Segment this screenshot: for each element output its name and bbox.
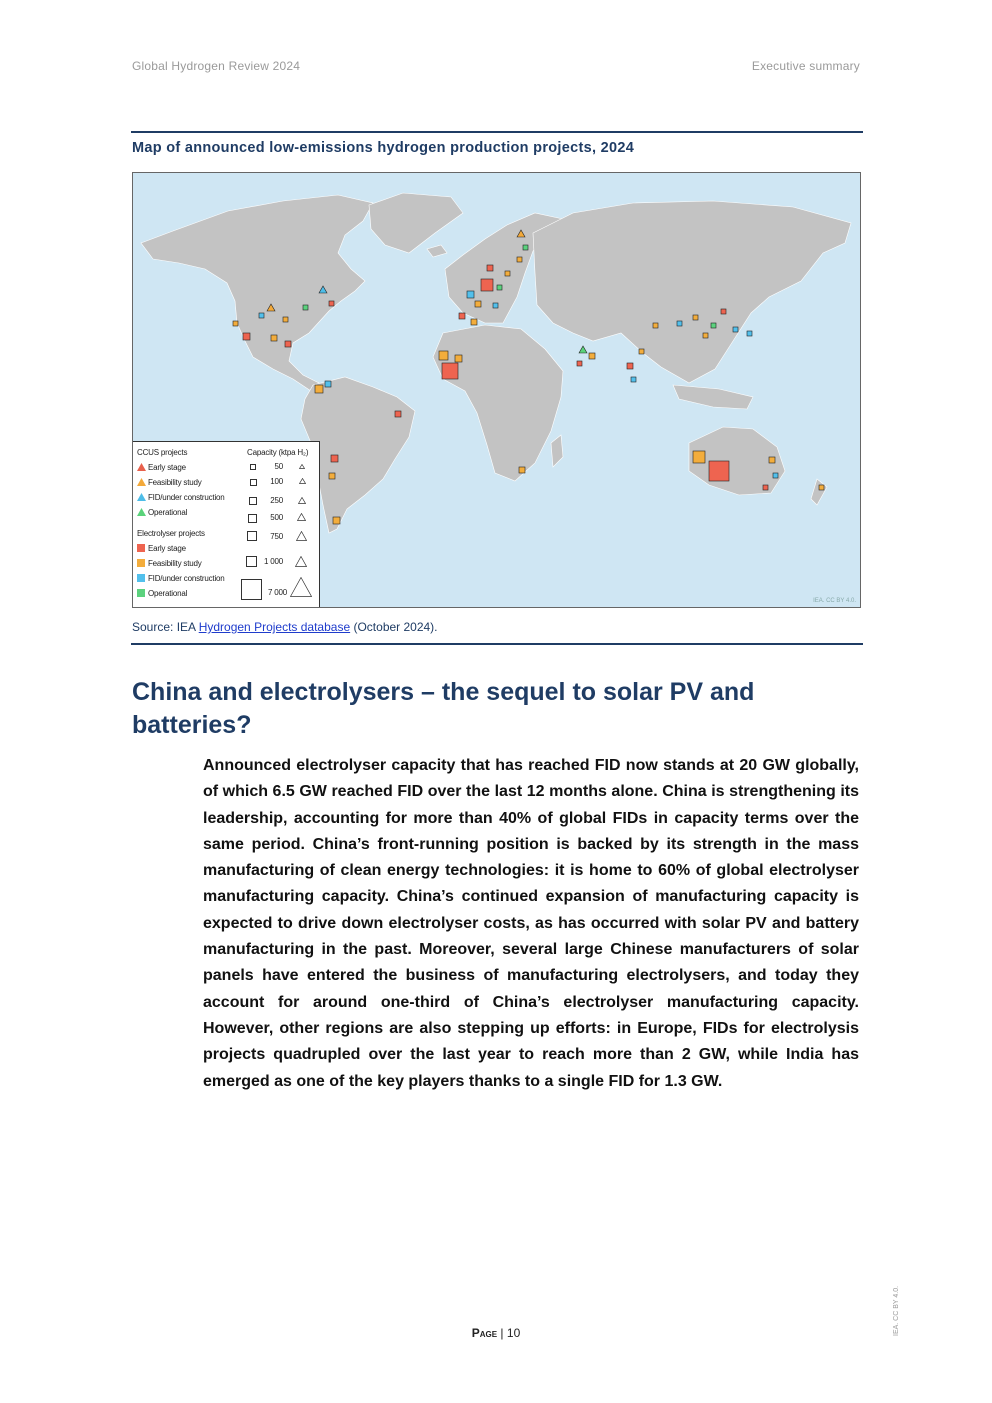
marker-europe	[517, 257, 522, 262]
legend-electrolyser-fid: FID/under construction	[148, 574, 225, 583]
legend-capacity-title: Capacity (ktpa H₂)	[247, 448, 309, 457]
marker-south-africa	[519, 467, 525, 473]
marker-usa	[303, 305, 308, 310]
marker-new-zealand	[819, 485, 824, 490]
electrolyser-early-icon	[137, 544, 145, 552]
legend-capacity-value: 500	[270, 513, 283, 522]
marker-europe	[475, 301, 481, 307]
legend-electrolyser-early: Early stage	[148, 544, 186, 553]
source-suffix: (October 2024).	[350, 620, 438, 634]
marker-china	[653, 323, 658, 328]
hydrogen-projects-database-link[interactable]: Hydrogen Projects database	[198, 620, 351, 634]
figure-title: Map of announced low-emissions hydrogen production projects, 2024	[132, 140, 635, 156]
legend-ccus-feasibility: Feasibility study	[148, 478, 202, 487]
legend-ccus-operational: Operational	[148, 508, 188, 517]
marker-australia-east	[769, 457, 775, 463]
marker-india	[627, 363, 633, 369]
marker-china	[677, 321, 682, 326]
marker-china	[703, 333, 708, 338]
marker-europe	[505, 271, 510, 276]
marker-usa	[329, 301, 334, 306]
map-credit: IEA. CC BY 4.0.	[813, 598, 856, 604]
electrolyser-feasibility-icon	[137, 559, 145, 567]
marker-china	[733, 327, 738, 332]
marker-india	[631, 377, 636, 382]
running-header-section: Executive summary	[751, 59, 860, 73]
marker-australia-east	[773, 473, 778, 478]
world-map	[132, 172, 861, 608]
marker-china	[721, 309, 726, 314]
source-prefix: Source: IEA	[132, 620, 199, 634]
marker-europe	[523, 245, 528, 250]
marker-europe	[459, 313, 465, 319]
marker-chile	[329, 473, 335, 479]
section-heading: China and electrolysers – the sequel to solar PV and batteries?	[132, 678, 755, 739]
legend-capacity-value: 750	[270, 532, 283, 541]
legend-capacity-value: 7 000	[267, 588, 287, 597]
marker-usa	[233, 321, 238, 326]
marker-australia-east	[763, 485, 768, 490]
marker-japan	[747, 331, 752, 336]
marker-europe	[497, 285, 502, 290]
legend-capacity-value: 100	[270, 477, 283, 486]
marker-australia-medium	[693, 451, 705, 463]
marker-colombia	[315, 385, 323, 393]
marker-china	[711, 323, 716, 328]
legend-ccus-early: Early stage	[148, 463, 186, 472]
marker-usa	[285, 341, 291, 347]
map-legend	[133, 441, 320, 607]
marker-patagonia	[333, 517, 340, 524]
marker-europe	[467, 291, 474, 298]
page-footer	[0, 1326, 992, 1340]
marker-chile	[331, 455, 338, 462]
marker-europe	[471, 319, 477, 325]
marker-europe	[487, 265, 493, 271]
figure-top-rule	[131, 131, 863, 133]
figure-source	[132, 620, 438, 634]
legend-electrolyser-feasibility: Feasibility study	[148, 559, 202, 568]
page-label: Page	[471, 1326, 498, 1340]
page-number: 10	[506, 1326, 521, 1340]
marker-europe	[493, 303, 498, 308]
legend-capacity-value: 250	[270, 496, 283, 505]
legend-capacity-value: 50	[274, 462, 283, 471]
electrolyser-operational-icon	[137, 589, 145, 597]
marker-north-africa	[439, 351, 448, 360]
marker-usa	[243, 333, 250, 340]
vertical-license: IEA. CC BY 4.0.	[893, 1285, 900, 1336]
page-separator: |	[497, 1326, 507, 1340]
marker-brazil	[395, 411, 401, 417]
electrolyser-fid-icon	[137, 574, 145, 582]
figure-bottom-rule	[131, 643, 863, 645]
legend-ccus-fid: FID/under construction	[148, 493, 225, 502]
marker-north-africa	[455, 355, 462, 362]
marker-usa	[271, 335, 277, 341]
marker-middle-east	[577, 361, 582, 366]
marker-china	[693, 315, 698, 320]
legend-electrolyser-operational: Operational	[148, 589, 188, 598]
marker-usa	[283, 317, 288, 322]
section-body: Announced electrolyser capacity that has reached FID now stands at 20 GW globally, of which 6.5 GW reached FID over the last 12 months alone. China is strengthening its leadership, accounting for more than 40% of global FIDs in capacity terms over the same period. China’s front-running position is backed by its strength in the mass manufacturing of clean energy technologies: it is home to 60% of global electrolyser manufacturing capacity. China’s continued expansion of manufacturing capacity is expected to drive down electrolyser costs, as has occurred with solar PV and battery manufacturing in the past. Moreover, several large Chinese manufacturers of solar panels have entered the business of manufacturing electrolysers, and today they account for around one-third of China’s electrolyser manufacturing capacity. However, other regions are also stepping up efforts: in Europe, FIDs for electrolysis projects quadrupled over the last year to reach more than 2 GW, while India has emerged as one of the key players thanks to a single FID for 1.3 GW.	[203, 757, 859, 1090]
marker-india	[639, 349, 644, 354]
marker-usa	[259, 313, 264, 318]
marker-north-africa-large	[481, 279, 493, 291]
legend-ccus-title: CCUS projects	[137, 448, 188, 457]
running-header-title: Global Hydrogen Review 2024	[132, 59, 301, 73]
marker-colombia	[325, 381, 331, 387]
legend-electrolyser-title: Electrolyser projects	[137, 529, 205, 538]
marker-middle-east	[589, 353, 595, 359]
legend-capacity-value: 1 000	[263, 557, 283, 566]
marker-australia-large	[709, 461, 729, 481]
marker-west-africa-large	[442, 363, 458, 379]
